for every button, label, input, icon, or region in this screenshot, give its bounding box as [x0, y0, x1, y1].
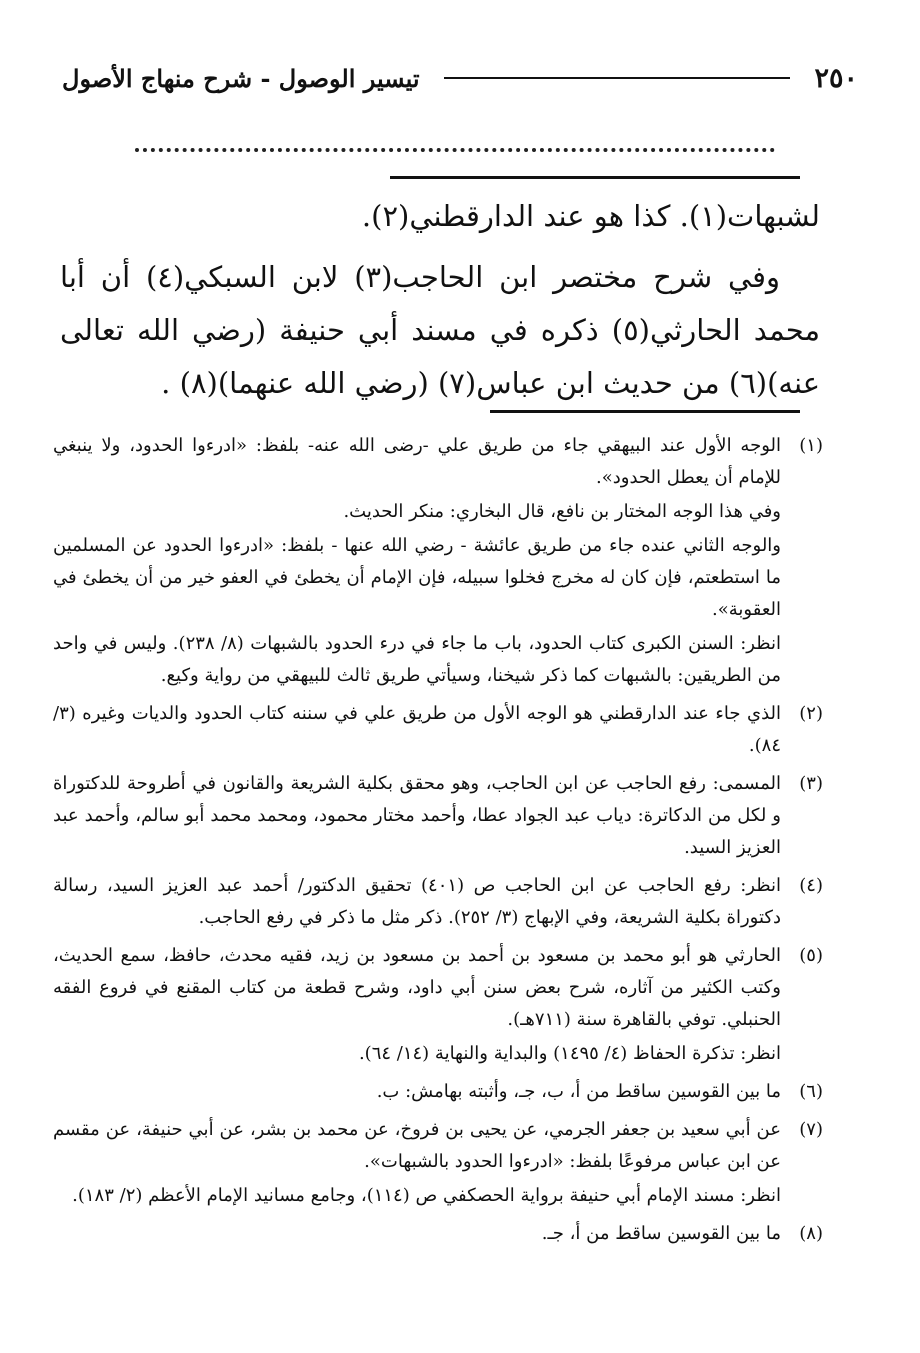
header-rule — [444, 77, 791, 79]
footnotes — [53, 430, 823, 1256]
footnote-rule — [490, 410, 800, 413]
footnote-text: المسمى: رفع الحاجب عن ابن الحاجب، وهو محقق بكلية الشريعة والقانون في أطروحة للدكتوراة و لكل من الدكاترة: دياب عبد الجواد عطا، وأحمد مختار محمود، ومحمد محمد أبو سالم، وأحمد عبد العزيز السيد. — [53, 773, 781, 858]
footnote-text: الوجه الأول عند البيهقي جاء من طريق علي -رضى الله عنه- بلفظ: «ادرءوا الحدود، ولا ينبغي للإمام أن يعطل الحدود». — [53, 435, 781, 488]
main-paragraph-1: لشبهات(١). كذا هو عند الدارقطني(٢). — [361, 199, 820, 233]
footnote-body — [53, 698, 781, 764]
footnote-body — [53, 940, 781, 1072]
footnote-text: الذي جاء عند الدارقطني هو الوجه الأول من طريق علي في سننه كتاب الحدود والديات وغيره (٣/ ٨٤). — [53, 703, 781, 756]
footnote-text: انظر: تذكرة الحفاظ (٤/ ١٤٩٥) والبداية والنهاية (١٤/ ٦٤). — [358, 1043, 781, 1064]
footnote-body — [53, 1076, 781, 1110]
footnote-text: ما بين القوسين ساقط من أ، جـ. — [541, 1223, 781, 1244]
footnote-number: (٢) — [799, 703, 823, 724]
footnote-text: وفي هذا الوجه المختار بن نافع، قال البخاري: منكر الحديث. — [343, 501, 781, 522]
footnote-number: (٤) — [799, 875, 823, 896]
footnote-item — [53, 1218, 823, 1252]
footnote-body — [53, 430, 781, 694]
footnote-number: (٦) — [799, 1081, 823, 1102]
footnote-number: (٨) — [799, 1223, 823, 1244]
footnote-item — [53, 430, 823, 694]
footnote-item — [53, 698, 823, 764]
running-title: تيسير الوصول - شرح منهاج الأصول — [62, 63, 420, 93]
footnote-item — [53, 870, 823, 936]
page-number: ٢٥٠ — [814, 62, 858, 94]
footnote-text: عن أبي سعيد بن جعفر الجرمي، عن يحيى بن فروخ، عن محمد بن بشر، عن أبي حنيفة، عن مقسم عن ابن عباس مرفوعًا بلفظ: «ادرءوا الحدود بالشبهات». — [53, 1119, 781, 1172]
footnote-body — [53, 1114, 781, 1214]
footnote-item — [53, 768, 823, 866]
footnote-number: (٥) — [799, 945, 823, 966]
dotted-separator — [135, 148, 775, 152]
page-header — [62, 58, 858, 98]
footnote-number: (١) — [799, 435, 823, 456]
main-text — [60, 190, 820, 410]
main-paragraph-2: وفي شرح مختصر ابن الحاجب(٣) لابن السبكي(٤) أن أبا محمد الحارثي(٥) ذكره في مسند أبي حنيفة (رضي الله تعالى عنه)(٦) من حديث ابن عباس(٧) (رضي الله عنهما)(٨) . — [60, 260, 820, 400]
footnote-text: والوجه الثاني عنده جاء من طريق عائشة - رضي الله عنها - بلفظ: «ادرءوا الحدود عن المسلمين ما استطعتم، فإن كان له مخرج فخلوا سبيله، فإن الإمام أن يخطئ في العفو خير من أن يخطئ في العقوبة». — [53, 535, 782, 620]
footnote-text: انظر: رفع الحاجب عن ابن الحاجب ص (٤٠١) تحقيق الدكتور/ أحمد عبد العزيز السيد، رسالة دكتوراة بكلية الشريعة، وفي الإبهاج (٣/ ٢٥٢). ذكر مثل ما ذكر في رفع الحاجب. — [53, 875, 782, 928]
footnote-text: ما بين القوسين ساقط من أ، ب، جـ، وأثبته بهامش: ب. — [376, 1081, 781, 1102]
footnote-body — [53, 870, 781, 936]
footnote-text: الحارثي هو أبو محمد بن مسعود بن أحمد بن مسعود بن زيد، فقيه محدث، حافظ، سمع الحديث، وكتب الكثير من آثاره، شرح بعض سنن أبي داود، وشرح قطعة من كتاب المقنع في فروع الفقه الحنبلي. توفي بالقاهرة سنة (٧١١هـ). — [53, 945, 781, 1030]
footnote-number: (٧) — [799, 1119, 823, 1140]
footnote-item — [53, 1114, 823, 1214]
footnote-text: انظر: مسند الإمام أبي حنيفة برواية الحصكفي ص (١١٤)، وجامع مسانيد الإمام الأعظم (٢/ ١٨٣). — [72, 1185, 781, 1206]
top-rule — [390, 176, 800, 179]
footnote-item — [53, 940, 823, 1072]
footnote-number: (٣) — [799, 773, 823, 794]
footnote-item — [53, 1076, 823, 1110]
footnote-text: انظر: السنن الكبرى كتاب الحدود، باب ما جاء في درء الحدود بالشبهات (٨/ ٢٣٨). وليس في واحد من الطريقين: بالشبهات كما ذكر شيخنا، وسيأتي طريق ثالث للبيهقي من رواية وكيع. — [53, 633, 782, 686]
footnote-body — [53, 768, 781, 866]
footnote-body — [53, 1218, 781, 1252]
